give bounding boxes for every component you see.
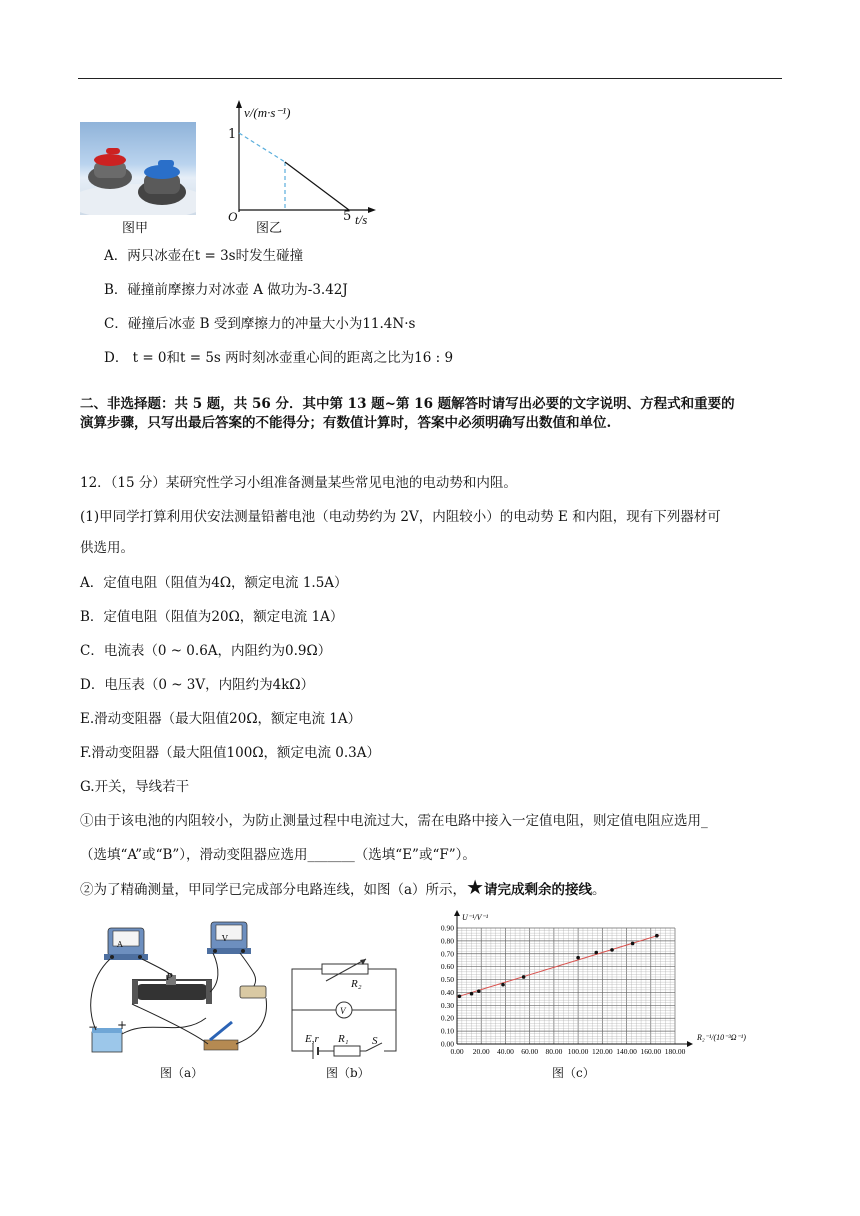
q12-part1-line1: (1)甲同学打算利用伏安法测量铅蓄电池（电动势约为 2V，内阻较小）的电动势 E 和内阻，现有下列器材可 <box>80 509 721 525</box>
y-tick-label: 0.00 <box>440 1039 454 1049</box>
equipment-b: B．定值电阻（阻值为20Ω，额定电流 1A） <box>80 609 344 625</box>
switch-icon <box>204 1022 238 1050</box>
x-tick-label: 120.00 <box>592 1047 613 1056</box>
label-s: S <box>372 1035 378 1047</box>
y-tick-label: 0.60 <box>440 962 454 972</box>
x-axis-label: R₂⁻¹/(10⁻³Ω⁻¹) <box>697 1033 746 1042</box>
label-r2: R₂ <box>351 978 362 990</box>
caption-left: 图甲 <box>122 221 149 236</box>
data-point <box>655 934 659 938</box>
fixed-resistor-icon <box>240 986 266 998</box>
y-tick-label: 0.50 <box>440 975 454 985</box>
option-c: C．碰撞后冰壶 B 受到摩擦力的冲量大小为11.4N·s <box>104 316 416 332</box>
y-tick-label: 0.80 <box>440 936 454 946</box>
y-axis-arrow <box>454 910 460 916</box>
x-tick-label: 60.00 <box>521 1047 539 1056</box>
option-d: D． t = 0和t = 5s 两时刻冰壶重心间的距离之比为16 : 9 <box>104 350 454 366</box>
x-axis-arrow <box>687 1041 693 1047</box>
q12-sub2-prefix: ②为了精确测量，甲同学已完成部分电路连线，如图（a）所示， <box>80 882 467 898</box>
y-tick-label: 0.20 <box>440 1013 454 1023</box>
label-minus: − <box>88 1020 99 1034</box>
q12-sub2-end: 。 <box>592 882 606 898</box>
q12-sub1-line2: （选填“A”或“B”），滑动变阻器应选用_______（选填“E”或“F”）。 <box>80 847 476 863</box>
vt-origin: O <box>228 209 238 224</box>
vt-y-tick: 1 <box>228 127 237 142</box>
section2-line1: 二、非选择题：共 5 题，共 56 分．其中第 13 题~第 16 题解答时请写出必要的文字说明、方程式和重要的 <box>80 396 735 412</box>
circuit-apparatus <box>80 918 280 1063</box>
ammeter-icon <box>104 928 148 960</box>
x-tick-label: 140.00 <box>616 1047 637 1056</box>
q12-sub1-line1: ①由于该电池的内阻较小，为防止测量过程中电流过大，需在电路中接入一定值电阻，则定值电阻应选用_ <box>80 813 708 829</box>
label-voltmeter: V <box>222 934 228 943</box>
label-v: V <box>340 1006 346 1016</box>
q12-sub2 <box>80 875 606 899</box>
r2-resistor <box>322 964 368 974</box>
data-point <box>477 989 481 993</box>
x-tick-label: 100.00 <box>567 1047 589 1056</box>
x-tick-label: 40.00 <box>497 1047 514 1056</box>
data-point <box>458 995 462 999</box>
equipment-d: D．电压表（0 ~ 3V，内阻约为4kΩ） <box>80 677 315 693</box>
star-icon: ★ <box>466 875 484 899</box>
x-tick-label: 80.00 <box>545 1047 563 1056</box>
vt-y-label: v/(m·s⁻¹) <box>244 105 291 120</box>
equipment-e: E.滑动变阻器（最大阻值20Ω，额定电流 1A） <box>80 711 362 727</box>
data-point <box>594 951 598 955</box>
y-axis-label: U⁻¹/V⁻¹ <box>462 913 489 922</box>
data-point <box>631 942 635 946</box>
option-a: A．两只冰壶在t = 3s时发生碰撞 <box>104 248 304 264</box>
label-r1: R₁ <box>338 1033 349 1045</box>
equipment-g: G.开关，导线若干 <box>80 779 190 795</box>
option-b: B．碰撞前摩擦力对冰壶 A 做功为-3.42J <box>104 282 348 298</box>
equipment-c: C．电流表（0 ~ 0.6A，内阻约为0.9Ω） <box>80 643 332 659</box>
voltmeter-icon <box>207 922 251 954</box>
label-plus: + <box>117 1018 128 1032</box>
caption-b: 图（b） <box>326 1066 370 1080</box>
vt-x-label: t/s <box>355 212 368 227</box>
curling-photo <box>80 122 196 215</box>
q12-sub2-bold: 请完成剩余的接线 <box>484 882 592 898</box>
data-point <box>470 992 474 996</box>
x-tick-label: 0.00 <box>450 1047 464 1056</box>
label-p: P <box>166 971 173 983</box>
x-tick-label: 180.00 <box>664 1047 686 1056</box>
caption-right: 图乙 <box>256 221 283 236</box>
y-tick-label: 0.30 <box>440 1000 454 1010</box>
u-r-chart <box>425 906 765 1064</box>
q12-part1-line2: 供选用。 <box>80 540 134 556</box>
data-point <box>522 975 526 979</box>
header-rule <box>78 78 782 79</box>
section2-line2: 演算步骤，只写出最后答案的不能得分；有数值计算时，答案中必须明确写出数值和单位. <box>80 415 612 431</box>
q12-stem: 12．（15 分）某研究性学习小组准备测量某些常见电池的电动势和内阻。 <box>80 475 517 491</box>
label-er: E,r <box>305 1033 319 1045</box>
vt-x-tick: 5 <box>343 209 352 224</box>
y-tick-label: 0.90 <box>440 923 454 933</box>
caption-c: 图（c） <box>552 1066 595 1080</box>
fit-line <box>457 935 659 997</box>
y-tick-label: 0.70 <box>440 949 454 959</box>
equipment-f: F.滑动变阻器（最大阻值100Ω，额定电流 0.3A） <box>80 745 381 761</box>
x-tick-label: 20.00 <box>472 1047 490 1056</box>
label-ammeter: A <box>117 940 123 949</box>
y-tick-label: 0.10 <box>440 1026 454 1036</box>
equipment-a: A．定值电阻（阻值为4Ω，额定电流 1.5A） <box>80 575 348 591</box>
data-point <box>576 956 580 960</box>
data-point <box>501 983 505 987</box>
y-tick-label: 0.40 <box>440 987 454 997</box>
caption-a: 图（a） <box>160 1066 204 1080</box>
x-tick-label: 160.00 <box>640 1047 662 1056</box>
data-point <box>610 948 614 952</box>
